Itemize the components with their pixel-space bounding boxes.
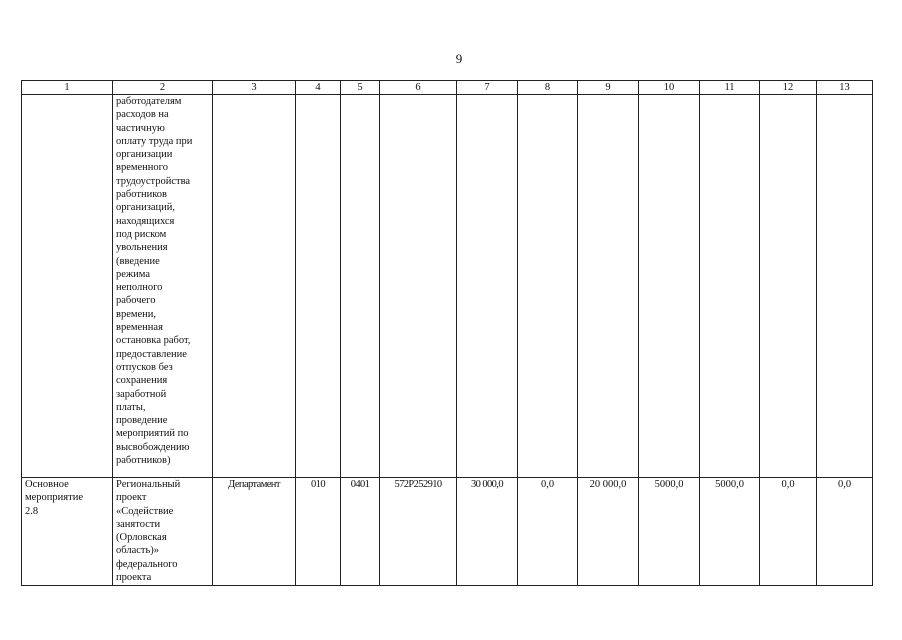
activity-name-line: мероприятие <box>25 492 83 504</box>
activity-description-cell <box>113 478 213 586</box>
header-cell-12: 12 <box>760 81 817 95</box>
activity-name-line: 2.8 <box>25 505 39 517</box>
table-row-continuation <box>22 95 873 478</box>
cont-desc-line: находящихся <box>116 215 175 227</box>
activity-desc-line: федерального <box>116 558 178 570</box>
cont-cell-11 <box>700 95 760 478</box>
cont-cell-3 <box>213 95 296 478</box>
header-cell-13: 13 <box>817 81 873 95</box>
cont-desc-line: увольнения <box>116 242 168 254</box>
header-cell-5: 5 <box>341 81 380 95</box>
header-cell-11: 11 <box>700 81 760 95</box>
header-cell-6: 6 <box>380 81 457 95</box>
rzpr-code-cell: 0401 <box>341 478 380 586</box>
activity-desc-line: занятости <box>116 518 161 530</box>
cont-desc-line: мероприятий по <box>116 428 189 440</box>
cont-desc-line: работодателям <box>116 96 182 107</box>
header-cell-8: 8 <box>518 81 578 95</box>
activity-desc-line: Региональный <box>116 479 181 490</box>
cont-desc-line: трудоустройства <box>116 175 191 187</box>
cont-desc-line: высвобождению <box>116 441 190 453</box>
cont-desc-line: режима <box>116 268 151 280</box>
total-amount-cell: 30 000,0 <box>457 478 518 586</box>
cont-desc-line: проведение <box>116 415 168 427</box>
cont-desc-line: организаций, <box>116 202 175 214</box>
cont-desc-line: предоставление <box>116 348 187 360</box>
cont-desc-line: организации <box>116 149 173 161</box>
cont-cell-13 <box>817 95 873 478</box>
activity-desc-line: проект <box>116 492 147 504</box>
cont-desc-line: работников) <box>116 455 171 467</box>
cont-cell-8 <box>518 95 578 478</box>
cont-desc-line: времени, <box>116 308 157 320</box>
header-cell-2: 2 <box>113 81 213 95</box>
table-row-activity-2-8 <box>22 478 873 586</box>
cont-cell-1 <box>22 95 113 478</box>
cont-desc-line: частичную <box>116 122 165 134</box>
csr-code-cell: 572P252910 <box>380 478 457 586</box>
cont-cell-7 <box>457 95 518 478</box>
cont-desc-line: (введение <box>116 255 160 267</box>
header-cell-10: 10 <box>639 81 700 95</box>
cont-desc-line: расходов на <box>116 109 169 121</box>
executor-cell: Департамент <box>213 478 296 586</box>
cont-desc-line: под риском <box>116 228 167 240</box>
activity-desc-line: область)» <box>116 545 160 557</box>
table-header-row <box>22 81 873 95</box>
activity-name-cell <box>22 478 113 586</box>
cont-desc-line: сохранения <box>116 375 168 387</box>
activity-name-line: Основное <box>25 479 69 490</box>
cont-desc-line: остановка работ, <box>116 335 191 347</box>
cont-desc-line: оплату труда при <box>116 135 193 147</box>
amount-col-8-cell: 0,0 <box>518 478 578 586</box>
cont-cell-2-description <box>113 95 213 478</box>
header-cell-3: 3 <box>213 81 296 95</box>
cont-desc-line: платы, <box>116 401 146 413</box>
header-cell-4: 4 <box>296 81 341 95</box>
amount-col-11-cell: 5000,0 <box>700 478 760 586</box>
header-cell-1: 1 <box>22 81 113 95</box>
cont-desc-line: временного <box>116 162 168 174</box>
cont-cell-9 <box>578 95 639 478</box>
page-number: 9 <box>455 51 463 66</box>
activity-desc-line: «Содействие <box>116 505 174 517</box>
activity-desc-line: проекта <box>116 572 152 584</box>
cont-desc-line: неполного <box>116 282 163 294</box>
cont-cell-5 <box>341 95 380 478</box>
cont-desc-line: работников <box>116 189 167 201</box>
amount-col-13-cell: 0,0 <box>817 478 873 586</box>
cont-desc-line: временная <box>116 322 163 334</box>
budget-table <box>21 80 873 586</box>
activity-desc-line: (Орловская <box>116 532 167 544</box>
cont-cell-12 <box>760 95 817 478</box>
amount-col-12-cell: 0,0 <box>760 478 817 586</box>
cont-desc-line: заработной <box>116 388 167 400</box>
cont-cell-6 <box>380 95 457 478</box>
amount-col-9-cell: 20 000,0 <box>578 478 639 586</box>
grbs-code-cell: 010 <box>296 478 341 586</box>
cont-cell-4 <box>296 95 341 478</box>
amount-col-10-cell: 5000,0 <box>639 478 700 586</box>
header-cell-9: 9 <box>578 81 639 95</box>
header-cell-7: 7 <box>457 81 518 95</box>
cont-cell-10 <box>639 95 700 478</box>
cont-desc-line: отпусков без <box>116 361 173 373</box>
cont-desc-line: рабочего <box>116 295 156 307</box>
